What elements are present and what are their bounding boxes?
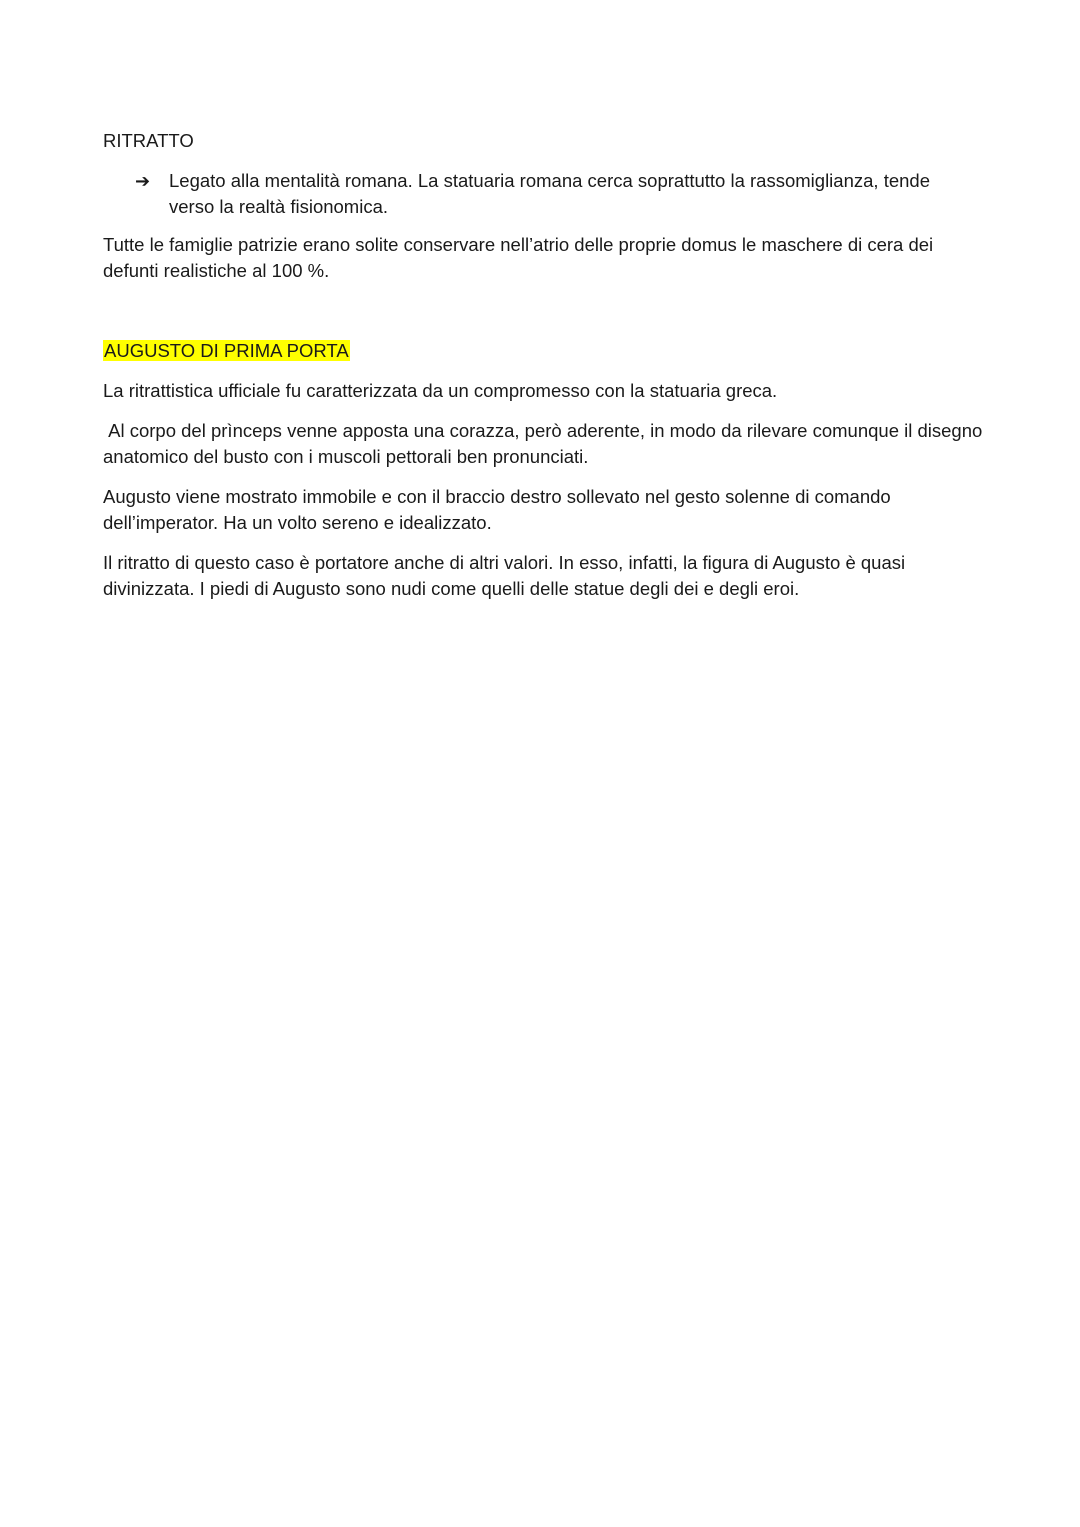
highlighted-title: AUGUSTO DI PRIMA PORTA bbox=[104, 340, 349, 361]
section-spacer bbox=[103, 298, 983, 338]
paragraph-augusto-3: Augusto viene mostrato immobile e con il braccio destro sollevato nel gesto solenne di comando dell’imperator. Ha un volto sereno e idealizzato. bbox=[103, 486, 891, 533]
list-item bbox=[135, 168, 969, 220]
paragraph-augusto-1: La ritrattistica ufficiale fu caratterizzata da un compromesso con la statuaria greca. bbox=[103, 380, 778, 401]
paragraph-ritratto: Tutte le famiglie patrizie erano solite conservare nell’atrio delle proprie domus le maschere di cera dei defunti realistiche al 100 %. bbox=[103, 234, 934, 281]
document-content bbox=[103, 128, 988, 616]
bullet-text: Legato alla mentalità romana. La statuaria romana cerca soprattutto la rassomiglianza, tende verso la realtà fisionomica. bbox=[169, 170, 930, 217]
right-arrow-icon: ➔ bbox=[135, 171, 151, 191]
paragraph-augusto-2: Al corpo del prìnceps venne apposta una corazza, però aderente, in modo da rilevare comunque il disegno anatomico del busto con i muscoli pettorali ben pronunciati. bbox=[103, 420, 988, 467]
paragraph-augusto-4: Il ritratto di questo caso è portatore anche di altri valori. In esso, infatti, la figura di Augusto è quasi divinizzata. I piedi di Augusto sono nudi come quelli delle statue degli dei e degli eroi. bbox=[103, 552, 906, 599]
section-heading-augusto bbox=[103, 338, 983, 364]
bullet-list bbox=[103, 168, 983, 220]
section-heading-ritratto: RITRATTO bbox=[103, 130, 194, 151]
